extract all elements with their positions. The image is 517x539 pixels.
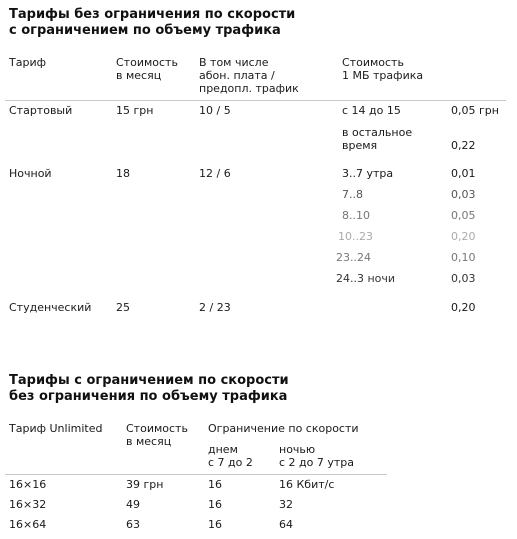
night-period: 8..10: [342, 209, 370, 222]
night-period: 24..3 ночи: [336, 272, 396, 285]
unlimited-night: 32: [279, 498, 293, 511]
unlimited-night: 16 Кбит/с: [279, 478, 335, 491]
unlimited-cost: 63: [126, 518, 140, 531]
tariff-student-incl: 2 / 23: [199, 301, 231, 314]
col-header-incl-line3: предопл. трафик: [199, 82, 299, 95]
night-period: 23..24: [336, 251, 371, 264]
night-period: 7..8: [342, 188, 363, 201]
col-header-speed-limit: Ограничение по скорости: [208, 422, 359, 435]
unlimited-day: 16: [208, 498, 222, 511]
col-header-incl-line1: В том числе: [199, 56, 269, 69]
col-header-night-line2: с 2 до 7 утра: [279, 456, 355, 469]
section1-title-line2: с ограничением по объему трафика: [9, 23, 281, 38]
night-price: 0,10: [451, 251, 476, 264]
tariff-start-period2-line1: в остальное: [342, 126, 413, 139]
section2-title-line2: без ограничения по объему трафика: [9, 389, 288, 404]
col-header-day-line1: днем: [208, 443, 238, 456]
night-price: 0,03: [451, 272, 476, 285]
night-price: 0,03: [451, 188, 476, 201]
night-period: 10..23: [338, 230, 373, 243]
unlimited-day: 16: [208, 518, 222, 531]
unlimited-day: 16: [208, 478, 222, 491]
tariff-start-price2: 0,22: [451, 139, 476, 152]
tariff-start-incl: 10 / 5: [199, 104, 231, 117]
tariff-start-period2-line2: время: [342, 139, 378, 152]
section1-title-line1: Тарифы без ограничения по скорости: [9, 7, 296, 22]
night-period: 3..7 утра: [342, 167, 394, 180]
tariff-start-cost: 15 грн: [116, 104, 154, 117]
unlimited-cost: 49: [126, 498, 140, 511]
night-price: 0,20: [451, 230, 476, 243]
col-header-cost-line2: в месяц: [116, 69, 162, 82]
col-header-unlimited: Тариф Unlimited: [9, 422, 103, 435]
unlimited-night: 64: [279, 518, 293, 531]
unlimited-name: 16×16: [9, 478, 47, 491]
unlimited-name: 16×32: [9, 498, 47, 511]
col-header-mb-line1: Стоимость: [342, 56, 404, 69]
col-header-mb-line2: 1 МБ трафика: [342, 69, 424, 82]
tariff-start-price1: 0,05 грн: [451, 104, 499, 117]
tariff-start-name: Стартовый: [9, 104, 73, 117]
header-divider: [5, 100, 506, 101]
unlimited-cost: 39 грн: [126, 478, 164, 491]
unlimited-header-divider: [5, 474, 387, 475]
tariff-night-cost: 18: [116, 167, 130, 180]
tariff-student-price: 0,20: [451, 301, 476, 314]
tariff-night-name: Ночной: [9, 167, 52, 180]
section2-title-line1: Тарифы с ограничением по скорости: [9, 373, 289, 388]
col-header-incl-line2: абон. плата /: [199, 69, 275, 82]
tariff-night-incl: 12 / 6: [199, 167, 231, 180]
col-header-tariff: Тариф: [9, 56, 46, 69]
col-header-day-line2: с 7 до 2: [208, 456, 253, 469]
col-header-night-line1: ночью: [279, 443, 316, 456]
night-price: 0,05: [451, 209, 476, 222]
tariff-student-cost: 25: [116, 301, 130, 314]
tariff-student-name: Студенческий: [9, 301, 92, 314]
night-price: 0,01: [451, 167, 476, 180]
col-header-cost2-line1: Стоимость: [126, 422, 188, 435]
col-header-cost2-line2: в месяц: [126, 435, 172, 448]
tariff-start-period1: с 14 до 15: [342, 104, 401, 117]
col-header-cost-line1: Стоимость: [116, 56, 178, 69]
unlimited-name: 16×64: [9, 518, 47, 531]
